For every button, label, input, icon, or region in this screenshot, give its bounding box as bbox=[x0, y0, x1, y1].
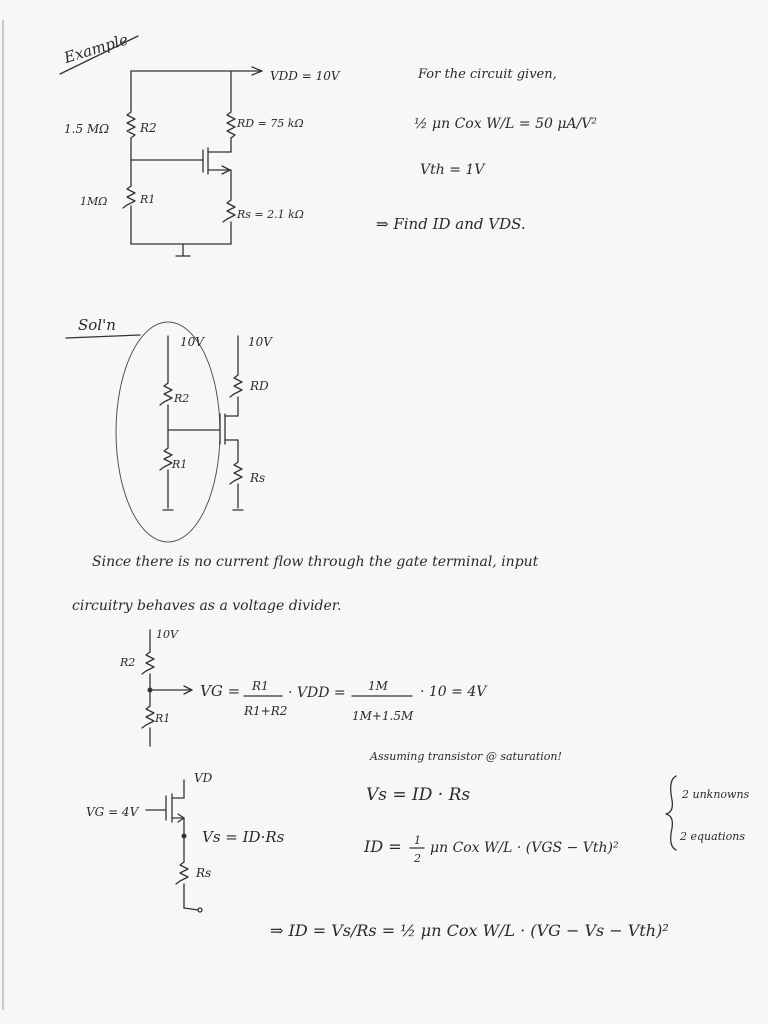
div-v: 10V bbox=[156, 628, 178, 641]
div-vg: VG = bbox=[200, 682, 241, 700]
svg-text:2: 2 bbox=[414, 852, 421, 865]
divider-line1: Since there is no current flow through the gate terminal, input bbox=[92, 554, 539, 570]
div-frac2-den: 1M+1.5M bbox=[352, 709, 414, 723]
r1-value: 1MΩ bbox=[80, 195, 108, 208]
divider-section bbox=[72, 554, 539, 746]
solution-section bbox=[66, 316, 273, 542]
div-frac1-den: R1+R2 bbox=[244, 704, 288, 718]
svg-text:1: 1 bbox=[414, 834, 421, 847]
example-circuit bbox=[64, 67, 341, 256]
final-eq3: ⇒ ID = Vs/Rs = ½ μn Cox W/L · (VG − Vs − Vth)² bbox=[270, 921, 669, 940]
example-title bbox=[60, 30, 138, 74]
brace-unknowns: 2 unknowns bbox=[682, 788, 750, 801]
final-section bbox=[86, 750, 750, 940]
rs-label: Rs = 2.1 kΩ bbox=[237, 208, 304, 221]
final-eq2-lhs: ID = bbox=[364, 837, 402, 856]
final-assume: Assuming transistor @ saturation! bbox=[370, 750, 562, 763]
final-eq1: Vs = ID · Rs bbox=[366, 785, 471, 805]
brace-equations: 2 equations bbox=[680, 830, 745, 843]
given-param: ½ μn Cox W/L = 50 μA/V² bbox=[414, 116, 598, 132]
sol-v1: 10V bbox=[180, 335, 204, 349]
div-frac2-num: 1M bbox=[368, 679, 388, 693]
final-eq2-rhs: μn Cox W/L · (VGS − Vth)² bbox=[430, 840, 619, 856]
r1-label: R1 bbox=[140, 193, 156, 206]
r2-label: R2 bbox=[140, 121, 157, 135]
solution-title: Sol'n bbox=[78, 316, 116, 334]
final-vd: VD bbox=[194, 771, 213, 785]
sol-r1: R1 bbox=[172, 458, 188, 471]
svg-text:Example: Example bbox=[61, 30, 131, 67]
given-section bbox=[376, 67, 597, 233]
sol-rd: RD bbox=[250, 379, 269, 393]
vdd-label: VDD = 10V bbox=[270, 69, 340, 83]
given-task: ⇒ Find ID and VDS. bbox=[376, 215, 526, 233]
div-r1: R1 bbox=[155, 712, 171, 725]
r2-value: 1.5 MΩ bbox=[64, 122, 110, 136]
final-rs: Rs bbox=[196, 866, 212, 880]
sol-rs: Rs bbox=[250, 471, 266, 485]
div-result: · 10 = 4V bbox=[420, 684, 487, 700]
div-r2: R2 bbox=[120, 656, 136, 669]
rd-label: RD = 75 kΩ bbox=[237, 117, 304, 130]
final-vs-node: Vs = ID·Rs bbox=[202, 828, 285, 846]
given-intro: For the circuit given, bbox=[418, 67, 557, 82]
given-vth: Vth = 1V bbox=[420, 162, 485, 178]
div-vdd: · VDD = bbox=[288, 685, 346, 701]
sol-v2: 10V bbox=[248, 335, 272, 349]
divider-line2: circuitry behaves as a voltage divider. bbox=[72, 598, 342, 614]
sol-r2: R2 bbox=[174, 392, 190, 405]
final-vg: VG = 4V bbox=[86, 805, 139, 819]
div-frac1-num: R1 bbox=[252, 679, 269, 693]
